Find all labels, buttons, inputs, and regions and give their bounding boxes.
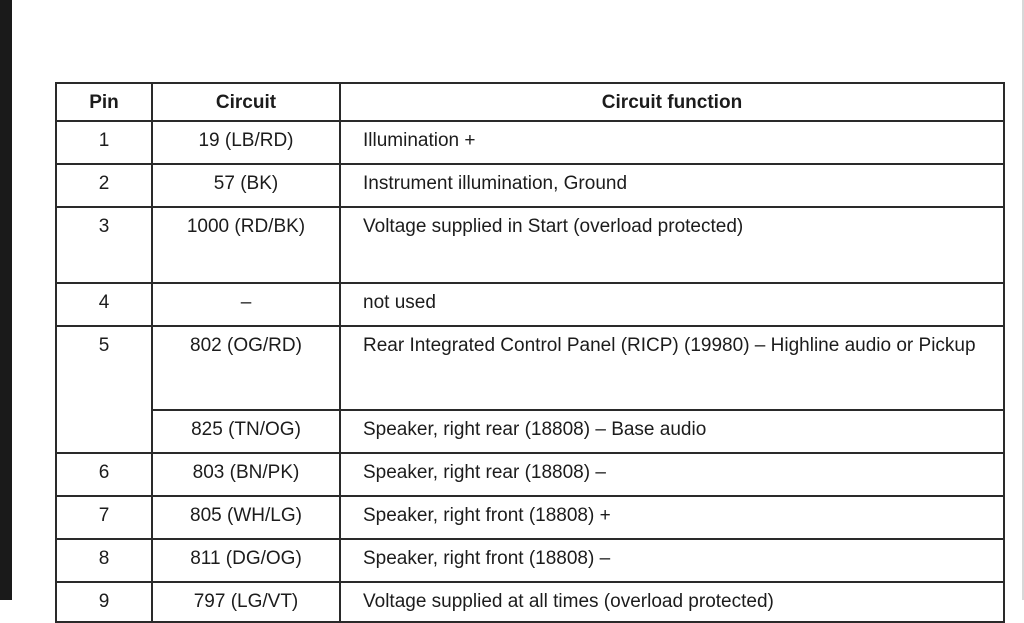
function-cell: Rear Integrated Control Panel (RICP) (19980) – Highline audio or Pickup: [340, 326, 1004, 410]
function-cell: Voltage supplied in Start (overload protected): [340, 207, 1004, 283]
circuit-cell: 805 (WH/LG): [152, 496, 340, 539]
table-row: [56, 283, 1004, 326]
circuit-cell: 802 (OG/RD): [152, 326, 340, 410]
function-cell: Speaker, right front (18808) +: [340, 496, 1004, 539]
pinout-table: [55, 82, 1005, 623]
circuit-cell: 57 (BK): [152, 164, 340, 207]
table-row: [56, 164, 1004, 207]
table-row: [56, 539, 1004, 582]
function-cell: Instrument illumination, Ground: [340, 164, 1004, 207]
circuit-cell: 803 (BN/PK): [152, 453, 340, 496]
pin-cell: 6: [56, 453, 152, 496]
table-row: [56, 207, 1004, 283]
pin-cell: 2: [56, 164, 152, 207]
pin-cell: 1: [56, 121, 152, 164]
function-cell: Speaker, right rear (18808) –: [340, 453, 1004, 496]
function-cell: Speaker, right rear (18808) – Base audio: [340, 410, 1004, 453]
pin-cell: 5: [56, 326, 152, 453]
page-left-border: [0, 0, 12, 600]
table-row: [56, 121, 1004, 164]
pin-cell: 7: [56, 496, 152, 539]
table-row: [56, 453, 1004, 496]
function-cell: Voltage supplied at all times (overload protected): [340, 582, 1004, 622]
table-header-row: [56, 83, 1004, 121]
table-row: [56, 410, 1004, 453]
circuit-cell: 825 (TN/OG): [152, 410, 340, 453]
pin-cell: 8: [56, 539, 152, 582]
function-cell: not used: [340, 283, 1004, 326]
table-row: [56, 326, 1004, 410]
circuit-cell: 797 (LG/VT): [152, 582, 340, 622]
pin-cell: 3: [56, 207, 152, 283]
pin-cell: 4: [56, 283, 152, 326]
circuit-cell: 19 (LB/RD): [152, 121, 340, 164]
pin-cell: 9: [56, 582, 152, 622]
function-cell: Illumination +: [340, 121, 1004, 164]
circuit-cell: –: [152, 283, 340, 326]
function-cell: Speaker, right front (18808) –: [340, 539, 1004, 582]
header-pin: Pin: [56, 83, 152, 121]
table-row: [56, 496, 1004, 539]
circuit-cell: 1000 (RD/BK): [152, 207, 340, 283]
header-circuit: Circuit: [152, 83, 340, 121]
table-row: [56, 582, 1004, 622]
circuit-cell: 811 (DG/OG): [152, 539, 340, 582]
header-circuit-function: Circuit function: [340, 83, 1004, 121]
